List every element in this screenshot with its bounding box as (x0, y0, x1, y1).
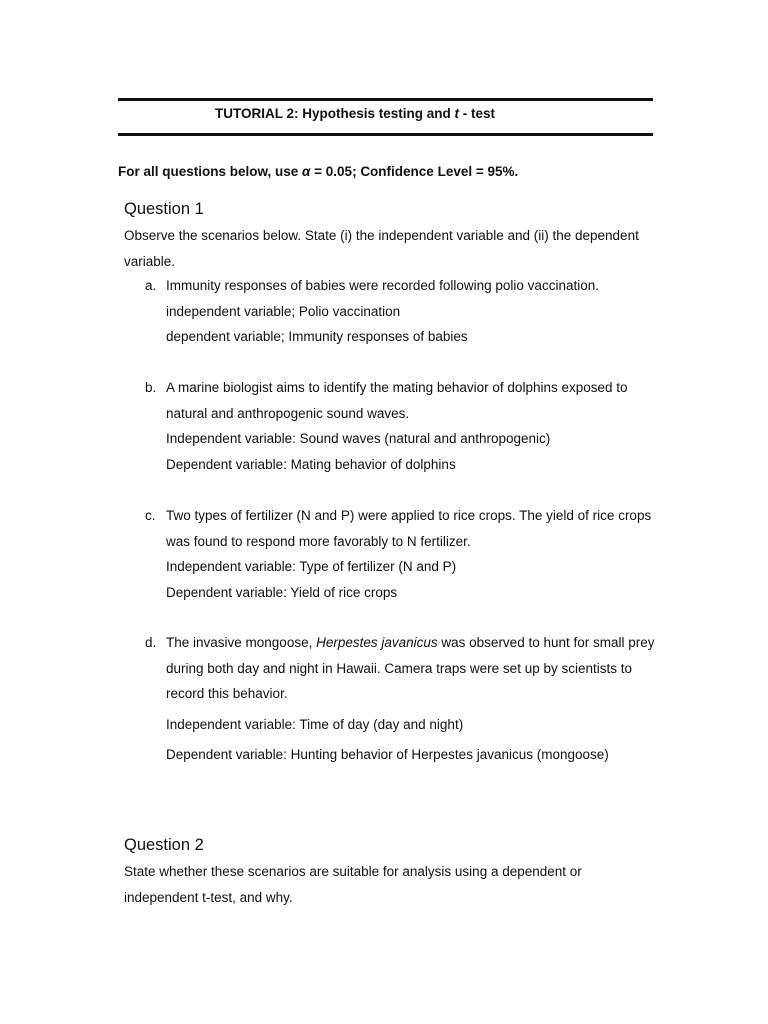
question-2-heading: Question 2 (124, 836, 204, 854)
scenario-b (145, 375, 670, 477)
list-marker: d. (145, 635, 157, 650)
scenario-text: Two types of fertilizer (N and P) were applied to rice crops. The yield of rice crops was found to respond more favorably to N fertilizer. (166, 508, 652, 549)
independent-variable: Independent variable: Sound waves (natural and anthropogenic) (166, 431, 551, 446)
independent-variable: Independent variable: Type of fertilizer (N and P) (166, 559, 457, 574)
instructions-note: For all questions below, use α = 0.05; Confidence Level = 95%. (118, 164, 519, 179)
dependent-variable: dependent variable; Immunity responses of babies (166, 329, 468, 344)
dependent-variable: Dependent variable: Yield of rice crops (166, 584, 398, 600)
question-2-intro: State whether these scenarios are suitable for analysis using a dependent or independent t-test, and why. (124, 864, 582, 905)
dependent-variable: Dependent variable: Mating behavior of dolphins (166, 456, 456, 472)
species-name: Herpestes javanicus (316, 635, 438, 650)
independent-variable: Independent variable: Time of day (day and night) (166, 716, 464, 732)
list-marker: b. (145, 380, 157, 395)
independent-variable: independent variable; Polio vaccination (166, 303, 401, 319)
list-marker: c. (145, 508, 156, 523)
question-1-intro: Observe the scenarios below. State (i) the independent variable and (ii) the dependent variable. (124, 228, 639, 269)
page-title: TUTORIAL 2: Hypothesis testing and t - test (215, 106, 496, 121)
question-1-heading: Question 1 (124, 200, 204, 218)
scenario-text: The invasive mongoose, Herpestes javanicus was observed to hunt for small prey during both day and night in Hawaii. Camera traps were set up by scientists to record this behavior. (166, 635, 655, 701)
bottom-rule (118, 133, 653, 136)
scenario-a (145, 273, 670, 350)
scenario-text: A marine biologist aims to identify the mating behavior of dolphins exposed to natural and anthropogenic sound waves. (166, 380, 628, 421)
dependent-variable: Dependent variable: Hunting behavior of Herpestes javanicus (mongoose) (166, 747, 609, 762)
list-marker: a. (145, 278, 157, 293)
scenario-c (145, 503, 670, 605)
scenario-d (145, 630, 670, 768)
scenario-text: Immunity responses of babies were recorded following polio vaccination. (166, 278, 599, 293)
top-rule (118, 98, 653, 101)
